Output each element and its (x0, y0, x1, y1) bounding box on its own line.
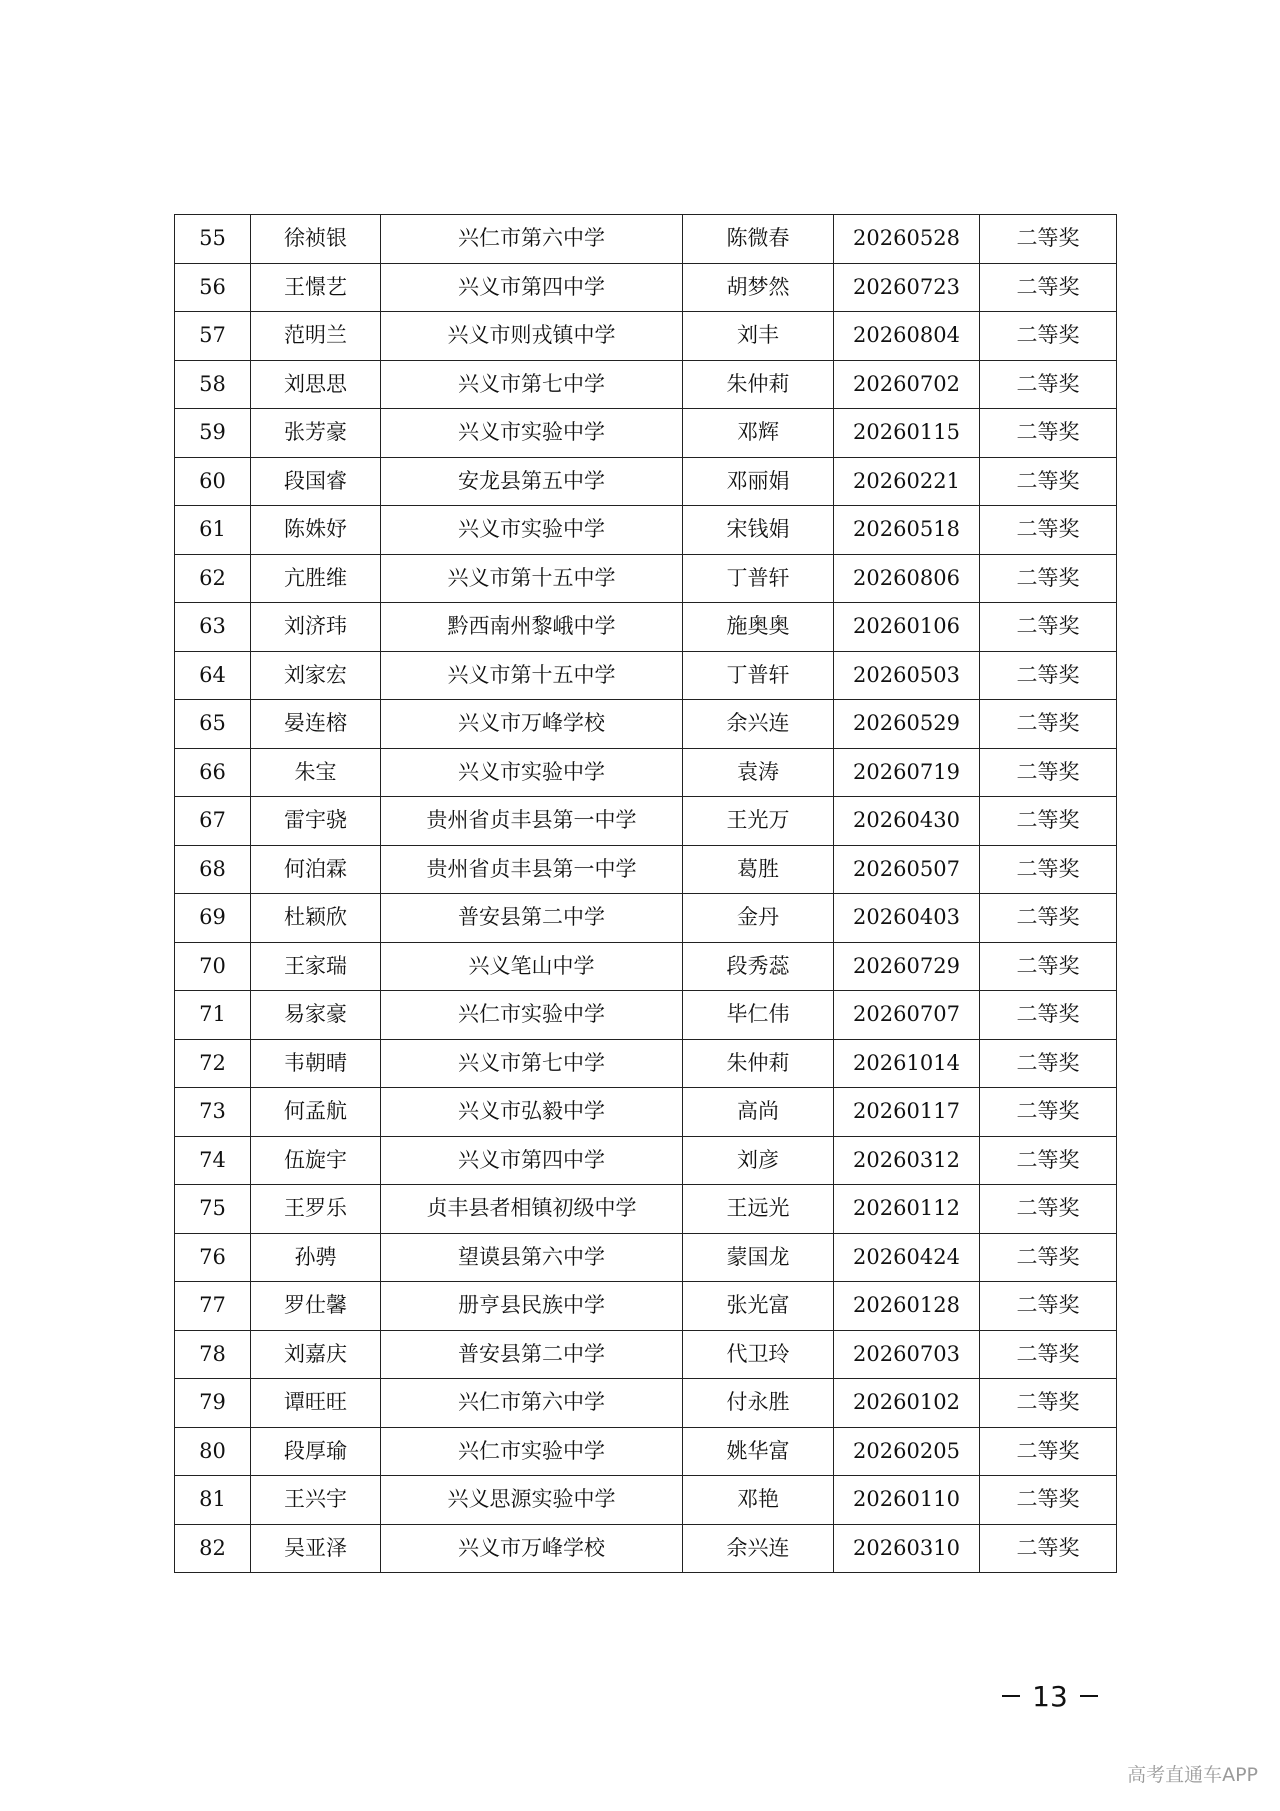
row-number-cell: 82 (175, 1524, 251, 1573)
school-cell: 望谟县第六中学 (381, 1233, 683, 1282)
school-cell: 兴仁市实验中学 (381, 1427, 683, 1476)
award-cell: 二等奖 (980, 506, 1117, 555)
table-row (175, 409, 1117, 458)
award-cell: 二等奖 (980, 1427, 1117, 1476)
table-row (175, 603, 1117, 652)
student-name-cell: 范明兰 (251, 312, 381, 361)
teacher-cell: 胡梦然 (683, 263, 834, 312)
award-cell: 二等奖 (980, 700, 1117, 749)
entry-code-cell: 20260403 (834, 894, 980, 943)
entry-code-cell: 20260424 (834, 1233, 980, 1282)
teacher-cell: 施奥奥 (683, 603, 834, 652)
student-name-cell: 韦朝晴 (251, 1039, 381, 1088)
entry-code-cell: 20260806 (834, 554, 980, 603)
teacher-cell: 金丹 (683, 894, 834, 943)
entry-code-cell: 20260529 (834, 700, 980, 749)
teacher-cell: 付永胜 (683, 1379, 834, 1428)
entry-code-cell: 20260110 (834, 1476, 980, 1525)
row-number-cell: 55 (175, 215, 251, 264)
row-number-cell: 78 (175, 1330, 251, 1379)
award-cell: 二等奖 (980, 360, 1117, 409)
table-row (175, 748, 1117, 797)
table-row (175, 1427, 1117, 1476)
teacher-cell: 袁涛 (683, 748, 834, 797)
row-number-cell: 74 (175, 1136, 251, 1185)
award-cell: 二等奖 (980, 1524, 1117, 1573)
award-cell: 二等奖 (980, 554, 1117, 603)
teacher-cell: 代卫玲 (683, 1330, 834, 1379)
table-row (175, 1088, 1117, 1137)
award-cell: 二等奖 (980, 894, 1117, 943)
row-number-cell: 60 (175, 457, 251, 506)
award-cell: 二等奖 (980, 748, 1117, 797)
entry-code-cell: 20260102 (834, 1379, 980, 1428)
table-row (175, 1233, 1117, 1282)
student-name-cell: 王家瑞 (251, 942, 381, 991)
teacher-cell: 邓丽娟 (683, 457, 834, 506)
row-number-cell: 65 (175, 700, 251, 749)
table-row (175, 942, 1117, 991)
entry-code-cell: 20260310 (834, 1524, 980, 1573)
student-name-cell: 谭旺旺 (251, 1379, 381, 1428)
teacher-cell: 刘丰 (683, 312, 834, 361)
student-name-cell: 罗仕馨 (251, 1282, 381, 1331)
row-number-cell: 76 (175, 1233, 251, 1282)
award-cell: 二等奖 (980, 1185, 1117, 1234)
student-name-cell: 刘济玮 (251, 603, 381, 652)
awards-table (174, 214, 1117, 1573)
school-cell: 兴义市第四中学 (381, 263, 683, 312)
table-row (175, 1330, 1117, 1379)
teacher-cell: 毕仁伟 (683, 991, 834, 1040)
row-number-cell: 56 (175, 263, 251, 312)
school-cell: 兴义市万峰学校 (381, 700, 683, 749)
entry-code-cell: 20261014 (834, 1039, 980, 1088)
school-cell: 兴义市弘毅中学 (381, 1088, 683, 1137)
teacher-cell: 邓辉 (683, 409, 834, 458)
award-cell: 二等奖 (980, 1282, 1117, 1331)
row-number-cell: 57 (175, 312, 251, 361)
award-cell: 二等奖 (980, 991, 1117, 1040)
award-cell: 二等奖 (980, 797, 1117, 846)
row-number-cell: 64 (175, 651, 251, 700)
award-cell: 二等奖 (980, 1136, 1117, 1185)
student-name-cell: 张芳豪 (251, 409, 381, 458)
teacher-cell: 高尚 (683, 1088, 834, 1137)
student-name-cell: 何泊霖 (251, 845, 381, 894)
teacher-cell: 王光万 (683, 797, 834, 846)
entry-code-cell: 20260312 (834, 1136, 980, 1185)
entry-code-cell: 20260702 (834, 360, 980, 409)
entry-code-cell: 20260128 (834, 1282, 980, 1331)
school-cell: 兴仁市第六中学 (381, 215, 683, 264)
student-name-cell: 何孟航 (251, 1088, 381, 1137)
teacher-cell: 余兴连 (683, 1524, 834, 1573)
teacher-cell: 蒙国龙 (683, 1233, 834, 1282)
teacher-cell: 朱仲莉 (683, 1039, 834, 1088)
table-row (175, 991, 1117, 1040)
award-cell: 二等奖 (980, 409, 1117, 458)
row-number-cell: 77 (175, 1282, 251, 1331)
row-number-cell: 70 (175, 942, 251, 991)
entry-code-cell: 20260518 (834, 506, 980, 555)
table-row (175, 457, 1117, 506)
school-cell: 兴义笔山中学 (381, 942, 683, 991)
table-row (175, 506, 1117, 555)
award-cell: 二等奖 (980, 312, 1117, 361)
student-name-cell: 段国睿 (251, 457, 381, 506)
row-number-cell: 71 (175, 991, 251, 1040)
award-cell: 二等奖 (980, 651, 1117, 700)
school-cell: 普安县第二中学 (381, 1330, 683, 1379)
student-name-cell: 王兴宇 (251, 1476, 381, 1525)
row-number-cell: 67 (175, 797, 251, 846)
school-cell: 兴义市第十五中学 (381, 554, 683, 603)
school-cell: 兴义思源实验中学 (381, 1476, 683, 1525)
student-name-cell: 雷宇骁 (251, 797, 381, 846)
row-number-cell: 69 (175, 894, 251, 943)
entry-code-cell: 20260115 (834, 409, 980, 458)
award-cell: 二等奖 (980, 215, 1117, 264)
row-number-cell: 81 (175, 1476, 251, 1525)
student-name-cell: 杜颖欣 (251, 894, 381, 943)
award-cell: 二等奖 (980, 1088, 1117, 1137)
student-name-cell: 亢胜维 (251, 554, 381, 603)
award-cell: 二等奖 (980, 845, 1117, 894)
teacher-cell: 葛胜 (683, 845, 834, 894)
school-cell: 兴仁市第六中学 (381, 1379, 683, 1428)
school-cell: 兴义市万峰学校 (381, 1524, 683, 1573)
table-row (175, 845, 1117, 894)
student-name-cell: 王憬艺 (251, 263, 381, 312)
row-number-cell: 68 (175, 845, 251, 894)
teacher-cell: 宋钱娟 (683, 506, 834, 555)
entry-code-cell: 20260117 (834, 1088, 980, 1137)
teacher-cell: 张光富 (683, 1282, 834, 1331)
entry-code-cell: 20260106 (834, 603, 980, 652)
student-name-cell: 段厚瑜 (251, 1427, 381, 1476)
school-cell: 兴义市实验中学 (381, 506, 683, 555)
award-cell: 二等奖 (980, 263, 1117, 312)
school-cell: 安龙县第五中学 (381, 457, 683, 506)
school-cell: 兴义市实验中学 (381, 409, 683, 458)
school-cell: 贵州省贞丰县第一中学 (381, 797, 683, 846)
table-row (175, 1185, 1117, 1234)
school-cell: 贵州省贞丰县第一中学 (381, 845, 683, 894)
award-cell: 二等奖 (980, 1330, 1117, 1379)
entry-code-cell: 20260723 (834, 263, 980, 312)
row-number-cell: 59 (175, 409, 251, 458)
entry-code-cell: 20260112 (834, 1185, 980, 1234)
award-cell: 二等奖 (980, 942, 1117, 991)
watermark: 高考直通车APP (1127, 1764, 1258, 1786)
table-row (175, 1282, 1117, 1331)
table-row (175, 1476, 1117, 1525)
student-name-cell: 王罗乐 (251, 1185, 381, 1234)
student-name-cell: 朱宝 (251, 748, 381, 797)
row-number-cell: 72 (175, 1039, 251, 1088)
teacher-cell: 王远光 (683, 1185, 834, 1234)
table-row (175, 894, 1117, 943)
school-cell: 普安县第二中学 (381, 894, 683, 943)
row-number-cell: 61 (175, 506, 251, 555)
entry-code-cell: 20260707 (834, 991, 980, 1040)
teacher-cell: 段秀蕊 (683, 942, 834, 991)
teacher-cell: 丁普轩 (683, 651, 834, 700)
entry-code-cell: 20260430 (834, 797, 980, 846)
student-name-cell: 刘思思 (251, 360, 381, 409)
row-number-cell: 79 (175, 1379, 251, 1428)
row-number-cell: 66 (175, 748, 251, 797)
row-number-cell: 73 (175, 1088, 251, 1137)
school-cell: 兴仁市实验中学 (381, 991, 683, 1040)
school-cell: 贞丰县者相镇初级中学 (381, 1185, 683, 1234)
teacher-cell: 丁普轩 (683, 554, 834, 603)
award-cell: 二等奖 (980, 1039, 1117, 1088)
award-cell: 二等奖 (980, 1379, 1117, 1428)
teacher-cell: 姚华富 (683, 1427, 834, 1476)
row-number-cell: 80 (175, 1427, 251, 1476)
student-name-cell: 刘家宏 (251, 651, 381, 700)
school-cell: 兴义市第七中学 (381, 360, 683, 409)
table-row (175, 651, 1117, 700)
entry-code-cell: 20260804 (834, 312, 980, 361)
school-cell: 册亨县民族中学 (381, 1282, 683, 1331)
award-cell: 二等奖 (980, 603, 1117, 652)
entry-code-cell: 20260729 (834, 942, 980, 991)
award-cell: 二等奖 (980, 457, 1117, 506)
school-cell: 兴义市则戎镇中学 (381, 312, 683, 361)
award-cell: 二等奖 (980, 1233, 1117, 1282)
teacher-cell: 朱仲莉 (683, 360, 834, 409)
table-row (175, 1379, 1117, 1428)
page-number-value: 13 (1032, 1679, 1068, 1713)
row-number-cell: 63 (175, 603, 251, 652)
teacher-cell: 邓艳 (683, 1476, 834, 1525)
school-cell: 兴义市实验中学 (381, 748, 683, 797)
teacher-cell: 陈微春 (683, 215, 834, 264)
school-cell: 兴义市第七中学 (381, 1039, 683, 1088)
teacher-cell: 余兴连 (683, 700, 834, 749)
table-row (175, 263, 1117, 312)
school-cell: 黔西南州黎峨中学 (381, 603, 683, 652)
entry-code-cell: 20260221 (834, 457, 980, 506)
table-row (175, 1136, 1117, 1185)
table-row (175, 360, 1117, 409)
entry-code-cell: 20260507 (834, 845, 980, 894)
student-name-cell: 伍旋宇 (251, 1136, 381, 1185)
table-row (175, 797, 1117, 846)
student-name-cell: 易家豪 (251, 991, 381, 1040)
student-name-cell: 孙骋 (251, 1233, 381, 1282)
school-cell: 兴义市第十五中学 (381, 651, 683, 700)
page-number-left-dash (1002, 1695, 1020, 1697)
award-cell: 二等奖 (980, 1476, 1117, 1525)
table-row (175, 1524, 1117, 1573)
entry-code-cell: 20260528 (834, 215, 980, 264)
entry-code-cell: 20260719 (834, 748, 980, 797)
table-row (175, 700, 1117, 749)
table-row (175, 1039, 1117, 1088)
row-number-cell: 62 (175, 554, 251, 603)
student-name-cell: 徐祯银 (251, 215, 381, 264)
entry-code-cell: 20260503 (834, 651, 980, 700)
table-row (175, 554, 1117, 603)
table-row (175, 312, 1117, 361)
school-cell: 兴义市第四中学 (381, 1136, 683, 1185)
page-number (990, 1676, 1110, 1716)
student-name-cell: 刘嘉庆 (251, 1330, 381, 1379)
table-row (175, 215, 1117, 264)
student-name-cell: 陈姝妤 (251, 506, 381, 555)
entry-code-cell: 20260703 (834, 1330, 980, 1379)
awards-table-body (175, 215, 1117, 1573)
row-number-cell: 75 (175, 1185, 251, 1234)
entry-code-cell: 20260205 (834, 1427, 980, 1476)
teacher-cell: 刘彦 (683, 1136, 834, 1185)
student-name-cell: 晏连榕 (251, 700, 381, 749)
row-number-cell: 58 (175, 360, 251, 409)
page-number-right-dash (1080, 1695, 1098, 1697)
student-name-cell: 吴亚泽 (251, 1524, 381, 1573)
